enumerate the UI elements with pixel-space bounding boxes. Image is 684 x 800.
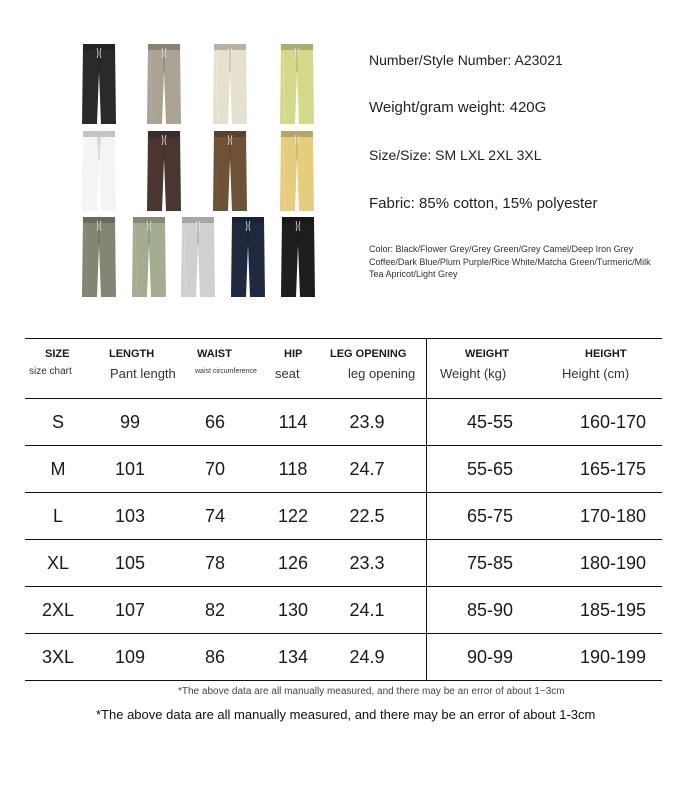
header-leg-opening: LEG OPENING [330, 348, 407, 360]
pants-icon [81, 42, 117, 126]
cell-hip: 126 [277, 553, 309, 573]
pants-icon [280, 215, 316, 299]
pants-swatch[interactable] [146, 42, 182, 126]
cell-size: XL [46, 553, 70, 573]
pants-swatch[interactable] [279, 129, 315, 213]
header-height-sub: Height (cm) [562, 366, 630, 381]
cell-weight: 75-85 [466, 553, 514, 573]
header-length: LENGTH [109, 348, 155, 360]
table-row [25, 539, 662, 586]
cell-height: 165-175 [579, 459, 647, 479]
cell-length: 105 [114, 553, 146, 573]
cell-weight: 55-65 [466, 459, 514, 479]
header-leg-opening-sub: leg opening [348, 366, 416, 381]
cell-waist: 66 [204, 412, 226, 432]
cell-size: 3XL [41, 647, 75, 667]
cell-waist: 70 [204, 459, 226, 479]
cell-waist: 86 [204, 647, 226, 667]
table-row [25, 398, 662, 445]
cell-height: 185-195 [579, 600, 647, 620]
pants-icon [146, 129, 182, 213]
cell-length: 109 [114, 647, 146, 667]
cell-leg-opening: 23.3 [349, 553, 385, 573]
available-sizes: Size/Size: SM LXL 2XL 3XL [369, 147, 542, 163]
pants-icon [230, 215, 266, 299]
cell-height: 180-190 [579, 553, 647, 573]
pants-swatch[interactable] [280, 215, 316, 299]
pants-swatch[interactable] [131, 215, 167, 299]
pants-icon [81, 215, 117, 299]
pants-icon [180, 215, 216, 299]
cell-leg-opening: 24.1 [349, 600, 385, 620]
cell-size: S [51, 412, 64, 432]
measurement-note: *The above data are all manually measured, and there may be an error of about 1-3cm [96, 707, 596, 722]
pants-swatch[interactable] [81, 129, 117, 213]
header-weight: WEIGHT [465, 348, 509, 360]
measurement-note-small: *The above data are all manually measured, and there may be an error of about 1~3cm [178, 686, 565, 697]
cell-hip: 122 [277, 506, 309, 526]
pants-icon [279, 42, 315, 126]
cell-leg-opening: 24.7 [349, 459, 385, 479]
pants-swatch[interactable] [146, 129, 182, 213]
pants-icon [212, 42, 248, 126]
cell-leg-opening: 22.5 [349, 506, 385, 526]
pants-swatch[interactable] [81, 215, 117, 299]
cell-weight: 90-99 [466, 647, 514, 667]
gram-weight: Weight/gram weight: 420G [369, 99, 547, 116]
cell-weight: 65-75 [466, 506, 514, 526]
header-height: HEIGHT [585, 348, 627, 360]
cell-waist: 82 [204, 600, 226, 620]
header-hip: HIP [284, 348, 303, 360]
color-list: Color: Black/Flower Grey/Grey Green/Grey Camel/Deep Iron Grey Coffee/Dark Blue/Plum Purple/Rice White/Matcha Green/Turmeric/Milk Tea Apricot/Light Grey [369, 244, 651, 279]
pants-icon [279, 129, 315, 213]
pants-icon [212, 129, 248, 213]
cell-length: 101 [114, 459, 146, 479]
cell-length: 103 [114, 506, 146, 526]
cell-waist: 78 [204, 553, 226, 573]
cell-size: L [52, 506, 63, 526]
pants-icon [81, 129, 117, 213]
color-swatch-grid [0, 0, 340, 310]
cell-leg-opening: 23.9 [349, 412, 385, 432]
cell-leg-opening: 24.9 [349, 647, 385, 667]
cell-hip: 134 [277, 647, 309, 667]
header-waist: WAIST [197, 348, 232, 360]
pants-swatch[interactable] [230, 215, 266, 299]
cell-hip: 130 [277, 600, 309, 620]
cell-hip: 118 [278, 459, 308, 479]
cell-size: M [50, 459, 66, 479]
header-size-sub: size chart [29, 366, 72, 377]
table-row [25, 445, 662, 492]
table-rule [25, 680, 662, 681]
pants-swatch[interactable] [212, 129, 248, 213]
header-waist-sub: waist circumference [195, 368, 257, 375]
cell-size: 2XL [41, 600, 75, 620]
cell-height: 190-199 [579, 647, 647, 667]
cell-height: 160-170 [579, 412, 647, 432]
table-row [25, 633, 662, 680]
header-weight-sub: Weight (kg) [440, 366, 507, 381]
pants-swatch[interactable] [212, 42, 248, 126]
pants-swatch[interactable] [81, 42, 117, 126]
cell-weight: 85-90 [466, 600, 514, 620]
cell-height: 170-180 [579, 506, 647, 526]
cell-waist: 74 [204, 506, 226, 526]
pants-icon [146, 42, 182, 126]
table-row [25, 492, 662, 539]
header-length-sub: Pant length [110, 366, 176, 381]
cell-length: 99 [119, 412, 141, 432]
cell-weight: 45-55 [466, 412, 514, 432]
fabric-composition: Fabric: 85% cotton, 15% polyester [369, 195, 598, 212]
pants-swatch[interactable] [279, 42, 315, 126]
header-hip-sub: seat [275, 366, 300, 381]
pants-swatch[interactable] [180, 215, 216, 299]
style-number: Number/Style Number: A23021 [369, 52, 563, 68]
pants-icon [131, 215, 167, 299]
table-row [25, 586, 662, 633]
cell-length: 107 [114, 600, 146, 620]
table-rule [25, 338, 662, 339]
header-size: SIZE [45, 348, 70, 360]
cell-hip: 114 [278, 412, 308, 432]
